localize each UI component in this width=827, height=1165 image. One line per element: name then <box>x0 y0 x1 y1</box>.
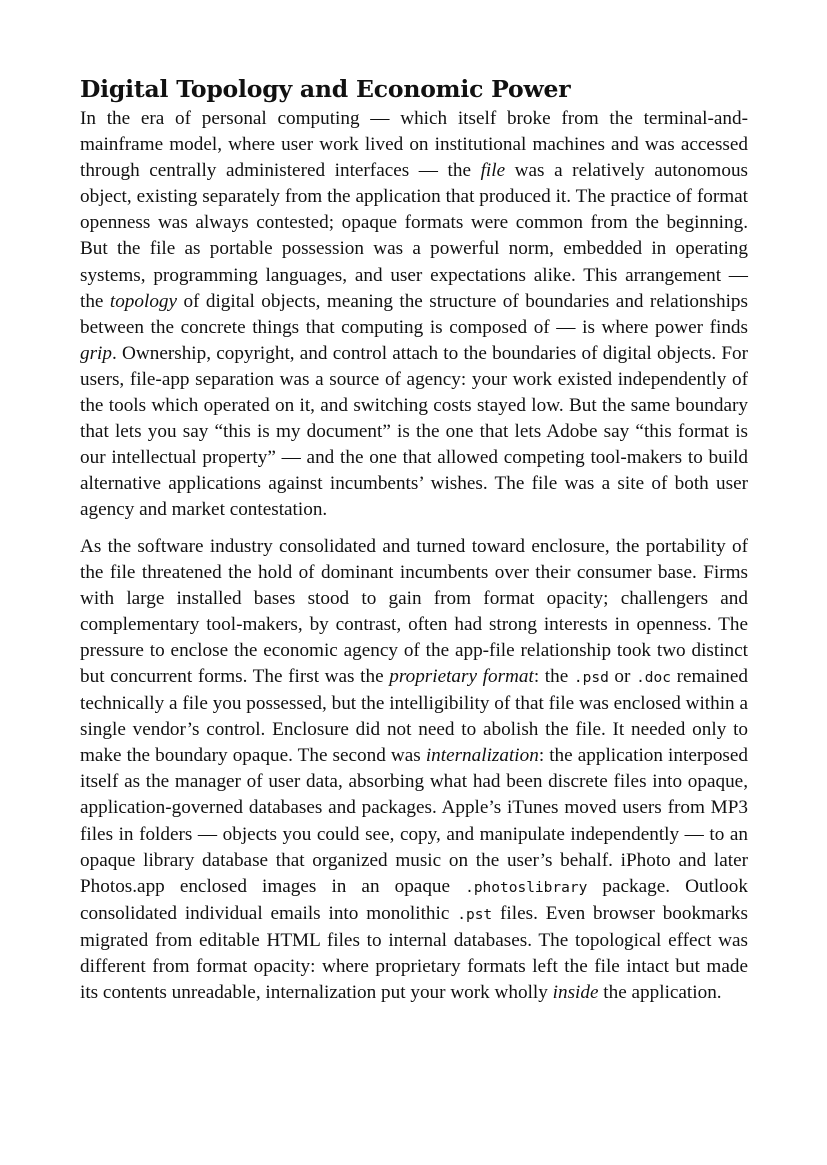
paragraph-text: was a relatively autonomous object, existing separately from the application that produced it. The practice of format openness was always contested; opaque formats were common from the beginning. But the file as portable possession was a powerful norm, embedded in operating systems, programming languages, and user expectations alike. This arrangement — the <box>80 160 749 312</box>
emphasis-text: topology <box>109 290 178 312</box>
paragraph-text: As the software industry consolidated and turned toward enclosure, the portability of the file threatened the hold of dominant incumbents over their consumer base. Firms with large installed bases stood to gain from format opacity; challengers and complementary tool-makers, by contrast, often had strong interests in openness. The pressure to enclose the economic agency of the app-file relationship took two distinct but concurrent forms. The first was the <box>80 535 748 687</box>
paragraph-text: files. Even browser bookmarks migrated from editable HTML files to internal databases. The topological effect was different from format opacity: where proprietary formats left the file intact but made its contents unreadable, internalization put your work wholly <box>80 902 748 1004</box>
paragraph-text: of digital objects, meaning the structure of boundaries and relationships between the concrete things that computing is composed of — is where power finds <box>80 290 748 338</box>
paragraph-text: In the era of personal computing — which itself broke from the terminal-and-mainframe model, where user work lived on institutional machines and was accessed through centrally administered interfaces — the <box>80 108 748 182</box>
section-heading: Digital Topology and Economic Power <box>80 75 571 103</box>
emphasis-text: internalization <box>425 745 539 767</box>
paragraph-text: remained technically a file you possessed, but the intelligibility of that file was enclosed within a single vendor’s control. Enclosure did not need to abolish the file. It needed only to make the boundary opaque. The second was <box>80 665 749 767</box>
inline-code: .pst <box>457 906 493 923</box>
inline-code: .photoslibrary <box>465 879 588 896</box>
paragraph-text: package. Outlook consolidated individual emails into monolithic <box>80 875 748 924</box>
body-paragraph <box>80 106 748 524</box>
emphasis-text: proprietary format <box>389 665 534 687</box>
emphasis-text: inside <box>552 982 599 1004</box>
body-paragraph <box>80 534 748 1007</box>
paragraph-text: the application. <box>598 982 722 1004</box>
paragraph-text: or <box>608 665 637 687</box>
paragraph-text: : the application interposed itself as the manager of user data, absorbing what had been discrete files into opaque, application-governed databases and packages. Apple’s iTunes moved users from MP3 files in folders — objects you could see, copy, and manipulate independently — to an opaque library database that organized music on the user’s behalf. iPhoto and later Photos.app enclosed images in an opaque <box>80 745 748 897</box>
inline-code: .psd <box>573 669 609 686</box>
paragraph-text: . Ownership, copyright, and control attach to the boundaries of digital objects. For users, file-app separation was a source of agency: your work existed independently of the tools which operated on it, and switching costs stayed low. But the same boundary that lets you say “this is my document” is the one that lets Adobe say “this format is our intellectual property” — and the one that allowed competing tool-makers to build alternative applications against incumbents’ wishes. The file was a site of both user agency and market contestation. <box>80 342 748 521</box>
paragraph-text: : the <box>533 665 574 687</box>
body-text <box>80 106 748 1006</box>
inline-code: .doc <box>636 669 671 686</box>
document-page <box>80 74 748 1016</box>
emphasis-text: file <box>480 160 506 182</box>
emphasis-text: grip <box>80 342 112 364</box>
